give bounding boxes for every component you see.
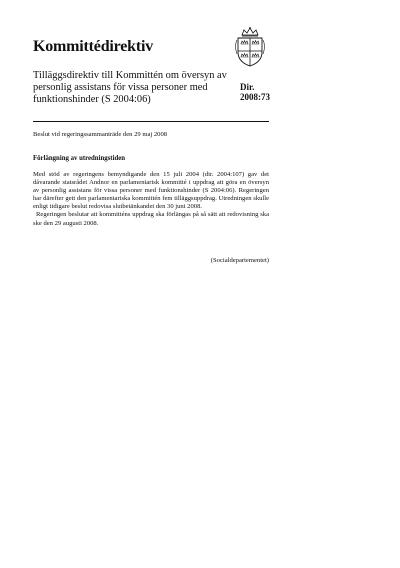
paragraph: Med stöd av regeringens bemyndigande den 15 juli 2004 (dir. 2004:107) gav det dåvarande statsrådet Andnor en parlamentarisk kommitté i uppdrag att göra en översyn av personlig assistans för vissa personer med funktionshinder (S 2004:06). Regeringen har därefter gett den parlamentariska kommittén fem tilläggsuppdrag. Utredningen skulle enligt tidigare beslut redovisa slutbetänkandet den 30 juni 2008. bbox=[33, 171, 269, 211]
coat-of-arms-icon bbox=[232, 26, 268, 68]
decision-line: Beslut vid regeringssammanträde den 29 maj 2008 bbox=[33, 131, 168, 138]
directive-subtitle: Tilläggsdirektiv till Kommittén om översyn av personlig assistans för vissa personer med funktionshinder (S 2004:06) bbox=[33, 70, 227, 106]
document-title: Kommittédirektiv bbox=[33, 38, 154, 55]
dir-label: Dir. bbox=[240, 82, 255, 92]
paragraph: Regeringen beslutar att kommitténs uppdrag ska förlängas på så sätt att redovisning ska ske den 29 augusti 2008. bbox=[33, 211, 269, 227]
department-name: (Socialdepartementet) bbox=[210, 257, 269, 264]
body-text bbox=[33, 171, 269, 228]
directive-number bbox=[240, 82, 270, 102]
section-heading: Förlängning av utredningstiden bbox=[33, 155, 126, 162]
dir-number: 2008:73 bbox=[240, 92, 270, 102]
divider-rule bbox=[33, 121, 269, 122]
